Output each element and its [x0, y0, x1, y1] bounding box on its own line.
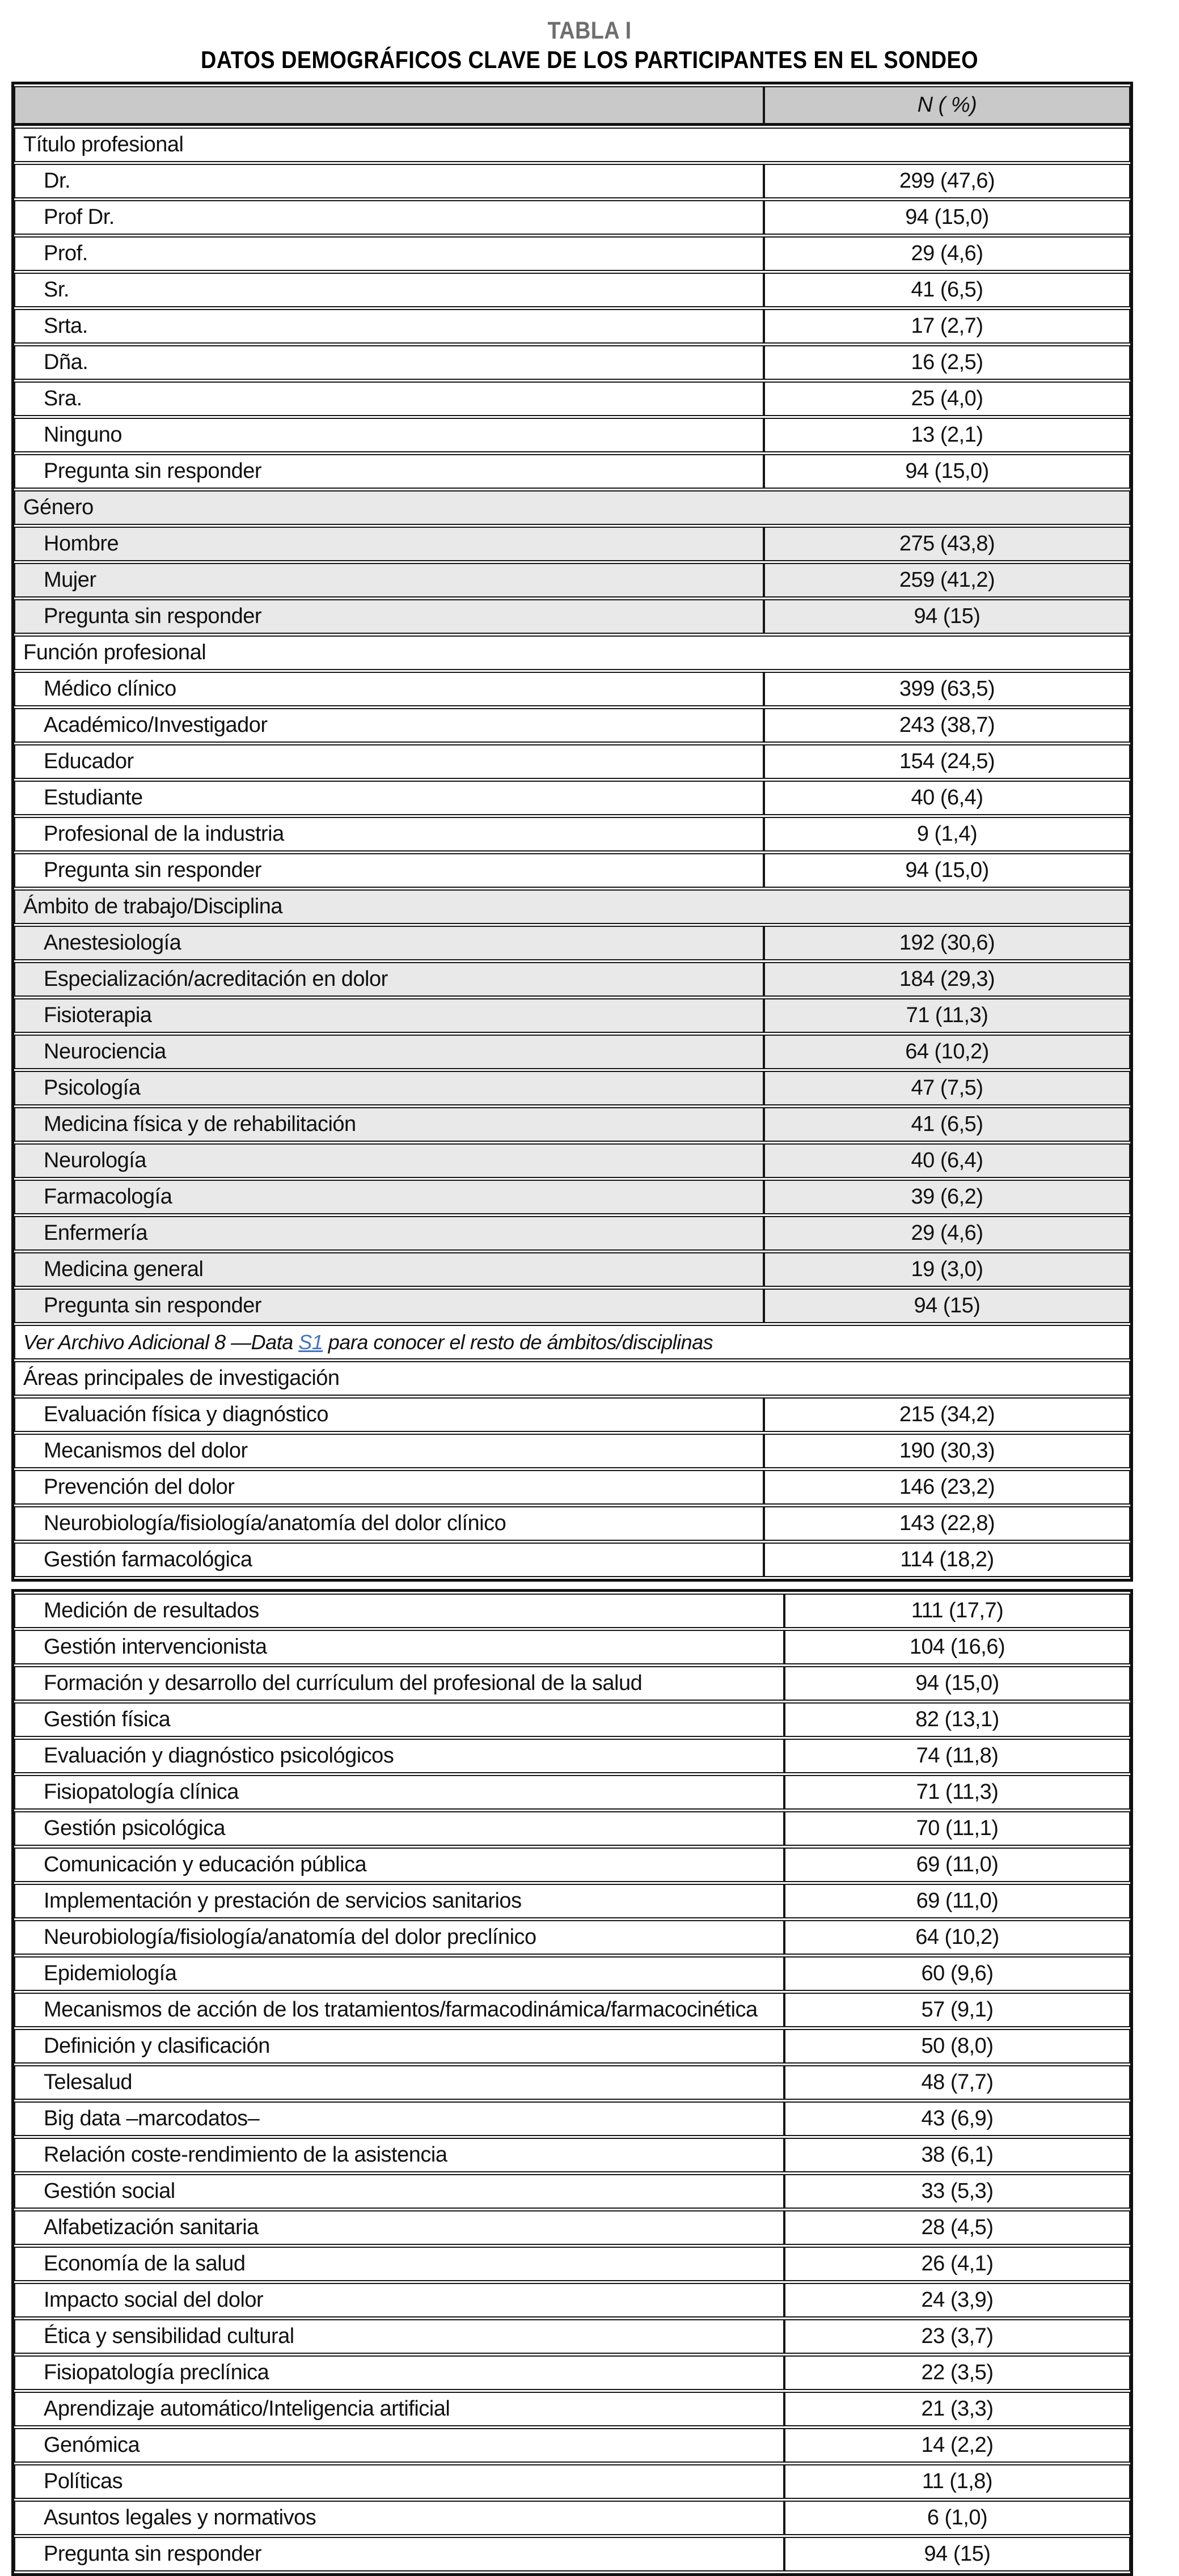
- row-value: 9 (1,4): [764, 817, 1130, 851]
- row-label: Profesional de la industria: [14, 817, 764, 851]
- row-label: Neurociencia: [14, 1035, 764, 1069]
- row-value: 28 (4,5): [784, 2210, 1130, 2245]
- table-row: [14, 1920, 1130, 1955]
- table-row: [14, 998, 1130, 1033]
- table-row: [14, 962, 1130, 997]
- table-row: [14, 1035, 1130, 1069]
- row-value: 111 (17,7): [784, 1594, 1130, 1628]
- row-value: 71 (11,3): [784, 1775, 1130, 1810]
- row-value: 94 (15,0): [764, 454, 1130, 489]
- row-label: Prof.: [14, 236, 764, 271]
- row-label: Ética y sensibilidad cultural: [14, 2319, 784, 2354]
- row-label: Neurología: [14, 1143, 764, 1178]
- row-label: Gestión farmacológica: [14, 1543, 764, 1577]
- row-label: Epidemiología: [14, 1956, 784, 1991]
- table-row: [14, 200, 1130, 235]
- row-label: Genómica: [14, 2428, 784, 2463]
- table-row: [14, 1216, 1130, 1251]
- row-value: 69 (11,0): [784, 1884, 1130, 1918]
- table-row: [14, 1594, 1130, 1628]
- row-value: 17 (2,7): [764, 309, 1130, 344]
- section-header-row: [14, 635, 1130, 670]
- row-value: 215 (34,2): [764, 1397, 1130, 1432]
- table-row: [14, 1289, 1130, 1323]
- table-row: [14, 382, 1130, 416]
- row-label: Sra.: [14, 382, 764, 416]
- row-label: Asuntos legales y normativos: [14, 2501, 784, 2535]
- row-label: Pregunta sin responder: [14, 454, 764, 489]
- row-label: Relación coste-rendimiento de la asistencia: [14, 2138, 784, 2172]
- row-label: Pregunta sin responder: [14, 2537, 784, 2571]
- table-row: [14, 1434, 1130, 1468]
- table-row: [14, 1107, 1130, 1142]
- table-row: [14, 2537, 1130, 2571]
- row-label: Farmacología: [14, 1180, 764, 1214]
- data-s1-link[interactable]: S1: [298, 1331, 323, 1354]
- row-value: 40 (6,4): [764, 781, 1130, 815]
- table-row: [14, 1739, 1130, 1773]
- row-value: 275 (43,8): [764, 527, 1130, 561]
- row-value: 64 (10,2): [764, 1035, 1130, 1069]
- section-label: Ámbito de trabajo/Disciplina: [14, 889, 1130, 924]
- row-label: Definición y clasificación: [14, 2029, 784, 2064]
- row-label: Prevención del dolor: [14, 1470, 764, 1505]
- row-value: 94 (15): [764, 599, 1130, 634]
- row-value: 25 (4,0): [764, 382, 1130, 416]
- row-label: Aprendizaje automático/Inteligencia artificial: [14, 2392, 784, 2426]
- row-value: 14 (2,2): [784, 2428, 1130, 2463]
- row-label: Fisioterapia: [14, 998, 764, 1033]
- row-value: 74 (11,8): [784, 1739, 1130, 1773]
- row-label: Neurobiología/fisiología/anatomía del dolor clínico: [14, 1506, 764, 1541]
- table-row: [14, 2355, 1130, 2390]
- row-label: Gestión psicológica: [14, 1811, 784, 1846]
- table-row: [14, 1506, 1130, 1541]
- table-row: [14, 2428, 1130, 2463]
- row-label: Alfabetización sanitaria: [14, 2210, 784, 2245]
- demographics-table-part-1: [11, 82, 1133, 1582]
- table-row: [14, 2210, 1130, 2245]
- table-row: [14, 1071, 1130, 1105]
- table-row: [14, 1252, 1130, 1287]
- row-value: 71 (11,3): [764, 998, 1130, 1033]
- row-value: 143 (22,8): [764, 1506, 1130, 1541]
- row-label: Fisiopatología clínica: [14, 1775, 784, 1810]
- table-row: [14, 273, 1130, 307]
- note-row: [14, 1325, 1130, 1359]
- table-row: [14, 708, 1130, 743]
- table-row: [14, 1180, 1130, 1214]
- table-row: [14, 527, 1130, 561]
- row-value: 243 (38,7): [764, 708, 1130, 743]
- row-label: Medicina general: [14, 1252, 764, 1287]
- row-value: 29 (4,6): [764, 1216, 1130, 1251]
- table-row: [14, 2029, 1130, 2064]
- row-label: Mecanismos de acción de los tratamientos/farmacodinámica/farmacocinética: [14, 1993, 784, 2027]
- row-label: Big data –marcodatos–: [14, 2102, 784, 2136]
- row-value: 26 (4,1): [784, 2247, 1130, 2281]
- table-row: [14, 1884, 1130, 1918]
- table-row: [14, 2138, 1130, 2172]
- row-label: Impacto social del dolor: [14, 2283, 784, 2317]
- table-number-title: TABLA I: [547, 17, 632, 44]
- row-value: 29 (4,6): [764, 236, 1130, 271]
- table-row: [14, 926, 1130, 960]
- table-row: [14, 2102, 1130, 2136]
- row-value: 23 (3,7): [784, 2319, 1130, 2354]
- row-label: Gestión física: [14, 1702, 784, 1737]
- table-row: [14, 2392, 1130, 2426]
- section-label: Título profesional: [14, 128, 1130, 162]
- table-row: [14, 853, 1130, 888]
- row-value: 114 (18,2): [764, 1543, 1130, 1577]
- table-row: [14, 2319, 1130, 2354]
- row-value: 94 (15,0): [764, 200, 1130, 235]
- row-value: 16 (2,5): [764, 345, 1130, 380]
- row-value: 19 (3,0): [764, 1252, 1130, 1287]
- demographics-table-part-2: [11, 1589, 1133, 2576]
- row-label: Psicología: [14, 1071, 764, 1105]
- table-container: [11, 82, 1179, 2576]
- table-row: [14, 454, 1130, 489]
- table-row: [14, 1848, 1130, 1882]
- table-row: [14, 2247, 1130, 2281]
- row-value: 57 (9,1): [784, 1993, 1130, 2027]
- table-row: [14, 563, 1130, 598]
- row-value: 39 (6,2): [764, 1180, 1130, 1214]
- section-header-row: [14, 1361, 1130, 1396]
- table-row: [14, 1666, 1130, 1701]
- row-value: 21 (3,3): [784, 2392, 1130, 2426]
- row-value: 399 (63,5): [764, 672, 1130, 706]
- section-header-row: [14, 490, 1130, 525]
- table-row: [14, 1143, 1130, 1178]
- section-label: Áreas principales de investigación: [14, 1361, 1130, 1396]
- table-row: [14, 2065, 1130, 2100]
- header-empty-cell: [14, 86, 764, 126]
- section-label: Género: [14, 490, 1130, 525]
- row-label: Políticas: [14, 2464, 784, 2499]
- row-value: 64 (10,2): [784, 1920, 1130, 1955]
- row-label: Sr.: [14, 273, 764, 307]
- row-value: 70 (11,1): [784, 1811, 1130, 1846]
- row-value: 69 (11,0): [784, 1848, 1130, 1882]
- row-label: Mecanismos del dolor: [14, 1434, 764, 1468]
- table-row: [14, 418, 1130, 452]
- row-value: 259 (41,2): [764, 563, 1130, 598]
- row-label: Dr.: [14, 164, 764, 198]
- row-label: Anestesiología: [14, 926, 764, 960]
- row-label: Prof Dr.: [14, 200, 764, 235]
- table-header-row: [14, 86, 1130, 126]
- row-label: Fisiopatología preclínica: [14, 2355, 784, 2390]
- section-header-row: [14, 128, 1130, 162]
- table-row: [14, 1470, 1130, 1505]
- row-label: Pregunta sin responder: [14, 1289, 764, 1323]
- header-n-percent: N ( %): [764, 86, 1130, 126]
- row-value: 47 (7,5): [764, 1071, 1130, 1105]
- row-label: Gestión social: [14, 2174, 784, 2209]
- row-label: Académico/Investigador: [14, 708, 764, 743]
- row-value: 50 (8,0): [784, 2029, 1130, 2064]
- table-row: [14, 672, 1130, 706]
- table-row: [14, 1630, 1130, 1664]
- row-value: 94 (15,0): [784, 1666, 1130, 1701]
- row-label: Médico clínico: [14, 672, 764, 706]
- table-row: [14, 1702, 1130, 1737]
- row-value: 60 (9,6): [784, 1956, 1130, 1991]
- row-label: Economía de la salud: [14, 2247, 784, 2281]
- table-row: [14, 164, 1130, 198]
- row-label: Enfermería: [14, 1216, 764, 1251]
- row-label: Comunicación y educación pública: [14, 1848, 784, 1882]
- row-value: 41 (6,5): [764, 1107, 1130, 1142]
- table-row: [14, 781, 1130, 815]
- row-label: Estudiante: [14, 781, 764, 815]
- row-value: 43 (6,9): [784, 2102, 1130, 2136]
- row-label: Hombre: [14, 527, 764, 561]
- row-value: 94 (15): [784, 2537, 1130, 2571]
- row-value: 38 (6,1): [784, 2138, 1130, 2172]
- row-label: Neurobiología/fisiología/anatomía del dolor preclínico: [14, 1920, 784, 1955]
- row-label: Especialización/acreditación en dolor: [14, 962, 764, 997]
- row-label: Mujer: [14, 563, 764, 598]
- table-subtitle: DATOS DEMOGRÁFICOS CLAVE DE LOS PARTICIPANTES EN EL SONDEO: [200, 46, 979, 74]
- table-row: [14, 1543, 1130, 1577]
- row-label: Telesalud: [14, 2065, 784, 2100]
- table-caption: [71, 0, 1109, 75]
- row-value: 299 (47,6): [764, 164, 1130, 198]
- section-label: Función profesional: [14, 635, 1130, 670]
- row-label: Evaluación física y diagnóstico: [14, 1397, 764, 1432]
- table-row: [14, 599, 1130, 634]
- table-row: [14, 1993, 1130, 2027]
- row-value: 11 (1,8): [784, 2464, 1130, 2499]
- table-row: [14, 236, 1130, 271]
- row-value: 192 (30,6): [764, 926, 1130, 960]
- row-label: Dña.: [14, 345, 764, 380]
- row-label: Educador: [14, 744, 764, 779]
- table-row: [14, 744, 1130, 779]
- row-value: 104 (16,6): [784, 1630, 1130, 1664]
- row-value: 33 (5,3): [784, 2174, 1130, 2209]
- row-value: 6 (1,0): [784, 2501, 1130, 2535]
- row-label: Pregunta sin responder: [14, 599, 764, 634]
- table-row: [14, 2283, 1130, 2317]
- row-label: Ninguno: [14, 418, 764, 452]
- note-cell: Ver Archivo Adicional 8 —Data S1 para conocer el resto de ámbitos/disciplinas: [14, 1325, 1130, 1359]
- row-label: Implementación y prestación de servicios sanitarios: [14, 1884, 784, 1918]
- table-row: [14, 1397, 1130, 1432]
- table-row: [14, 345, 1130, 380]
- row-label: Gestión intervencionista: [14, 1630, 784, 1664]
- row-value: 48 (7,7): [784, 2065, 1130, 2100]
- section-header-row: [14, 889, 1130, 924]
- table-row: [14, 2174, 1130, 2209]
- row-value: 94 (15,0): [764, 853, 1130, 888]
- row-label: Formación y desarrollo del currículum del profesional de la salud: [14, 1666, 784, 1701]
- row-label: Medicina física y de rehabilitación: [14, 1107, 764, 1142]
- table-row: [14, 1811, 1130, 1846]
- row-value: 41 (6,5): [764, 273, 1130, 307]
- row-value: 190 (30,3): [764, 1434, 1130, 1468]
- row-value: 184 (29,3): [764, 962, 1130, 997]
- table-row: [14, 2501, 1130, 2535]
- table-row: [14, 1775, 1130, 1810]
- row-value: 146 (23,2): [764, 1470, 1130, 1505]
- row-label: Pregunta sin responder: [14, 853, 764, 888]
- row-value: 22 (3,5): [784, 2355, 1130, 2390]
- row-value: 13 (2,1): [764, 418, 1130, 452]
- table-row: [14, 309, 1130, 344]
- row-value: 154 (24,5): [764, 744, 1130, 779]
- row-value: 82 (13,1): [784, 1702, 1130, 1737]
- row-label: Evaluación y diagnóstico psicológicos: [14, 1739, 784, 1773]
- table-row: [14, 817, 1130, 851]
- row-label: Srta.: [14, 309, 764, 344]
- row-value: 40 (6,4): [764, 1143, 1130, 1178]
- row-label: Medición de resultados: [14, 1594, 784, 1628]
- row-value: 24 (3,9): [784, 2283, 1130, 2317]
- row-value: 94 (15): [764, 1289, 1130, 1323]
- table-row: [14, 2464, 1130, 2499]
- table-row: [14, 1956, 1130, 1991]
